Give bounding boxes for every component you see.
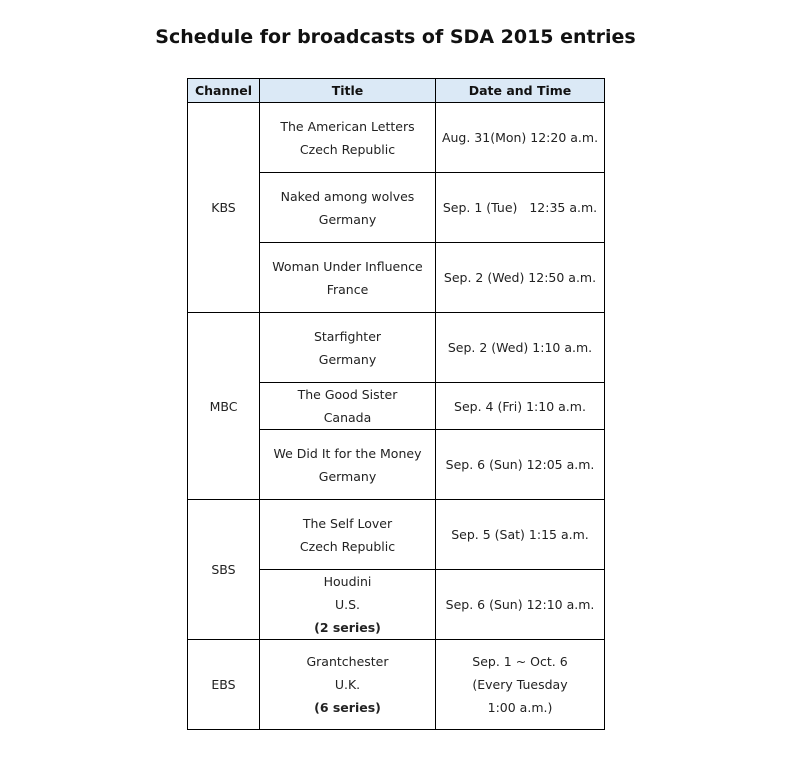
program-title: We Did It for the Money [273, 445, 422, 461]
program-country: Czech Republic [299, 141, 396, 157]
program-country: Germany [318, 351, 377, 367]
title-cell [260, 173, 436, 243]
datetime-cell: Sep. 6 (Sun) 12:10 a.m. [436, 570, 605, 640]
page-title: Schedule for broadcasts of SDA 2015 entries [155, 26, 636, 48]
program-title: The Self Lover [302, 515, 393, 531]
program-country: Germany [318, 211, 377, 227]
title-cell [260, 103, 436, 173]
datetime-cell [436, 640, 605, 730]
datetime-cell: Sep. 5 (Sat) 1:15 a.m. [436, 500, 605, 570]
program-title: Woman Under Influence [272, 258, 423, 274]
datetime-line: (Every Tuesday [472, 677, 568, 692]
program-title: Grantchester [306, 654, 389, 669]
program-title: Houdini [323, 574, 372, 589]
datetime-cell: Sep. 2 (Wed) 1:10 a.m. [436, 313, 605, 383]
title-cell [260, 243, 436, 313]
channel-cell-ebs: EBS [188, 640, 260, 730]
header-channel: Channel [188, 79, 260, 103]
table-row [188, 313, 605, 383]
title-cell [260, 430, 436, 500]
header-title: Title [260, 79, 436, 103]
channel-cell-mbc: MBC [188, 313, 260, 500]
program-title: Starfighter [313, 328, 382, 344]
table-row [188, 640, 605, 730]
datetime-cell: Aug. 31(Mon) 12:20 a.m. [436, 103, 605, 173]
header-row [188, 79, 605, 103]
program-title: The Good Sister [297, 387, 398, 402]
schedule-table [187, 78, 605, 730]
channel-cell-sbs: SBS [188, 500, 260, 640]
channel-cell-kbs: KBS [188, 103, 260, 313]
table-row [188, 500, 605, 570]
program-note: (2 series) [314, 620, 381, 635]
title-cell [260, 640, 436, 730]
program-country: Germany [318, 468, 377, 484]
datetime-cell: Sep. 6 (Sun) 12:05 a.m. [436, 430, 605, 500]
program-country: Canada [323, 410, 372, 425]
program-country: Czech Republic [299, 538, 396, 554]
title-cell [260, 313, 436, 383]
datetime-line: Sep. 1 ~ Oct. 6 [472, 654, 568, 669]
program-country: U.S. [334, 597, 361, 612]
program-country: France [326, 281, 369, 297]
header-datetime: Date and Time [436, 79, 605, 103]
table-row [188, 103, 605, 173]
title-cell [260, 570, 436, 640]
program-title: Naked among wolves [280, 188, 415, 204]
datetime-cell: Sep. 1 (Tue) 12:35 a.m. [436, 173, 605, 243]
title-cell [260, 500, 436, 570]
title-cell [260, 383, 436, 430]
datetime-cell: Sep. 4 (Fri) 1:10 a.m. [436, 383, 605, 430]
datetime-cell: Sep. 2 (Wed) 12:50 a.m. [436, 243, 605, 313]
program-title: The American Letters [280, 118, 415, 134]
datetime-line: 1:00 a.m.) [487, 700, 553, 715]
program-country: U.K. [334, 677, 361, 692]
program-note: (6 series) [314, 700, 381, 715]
